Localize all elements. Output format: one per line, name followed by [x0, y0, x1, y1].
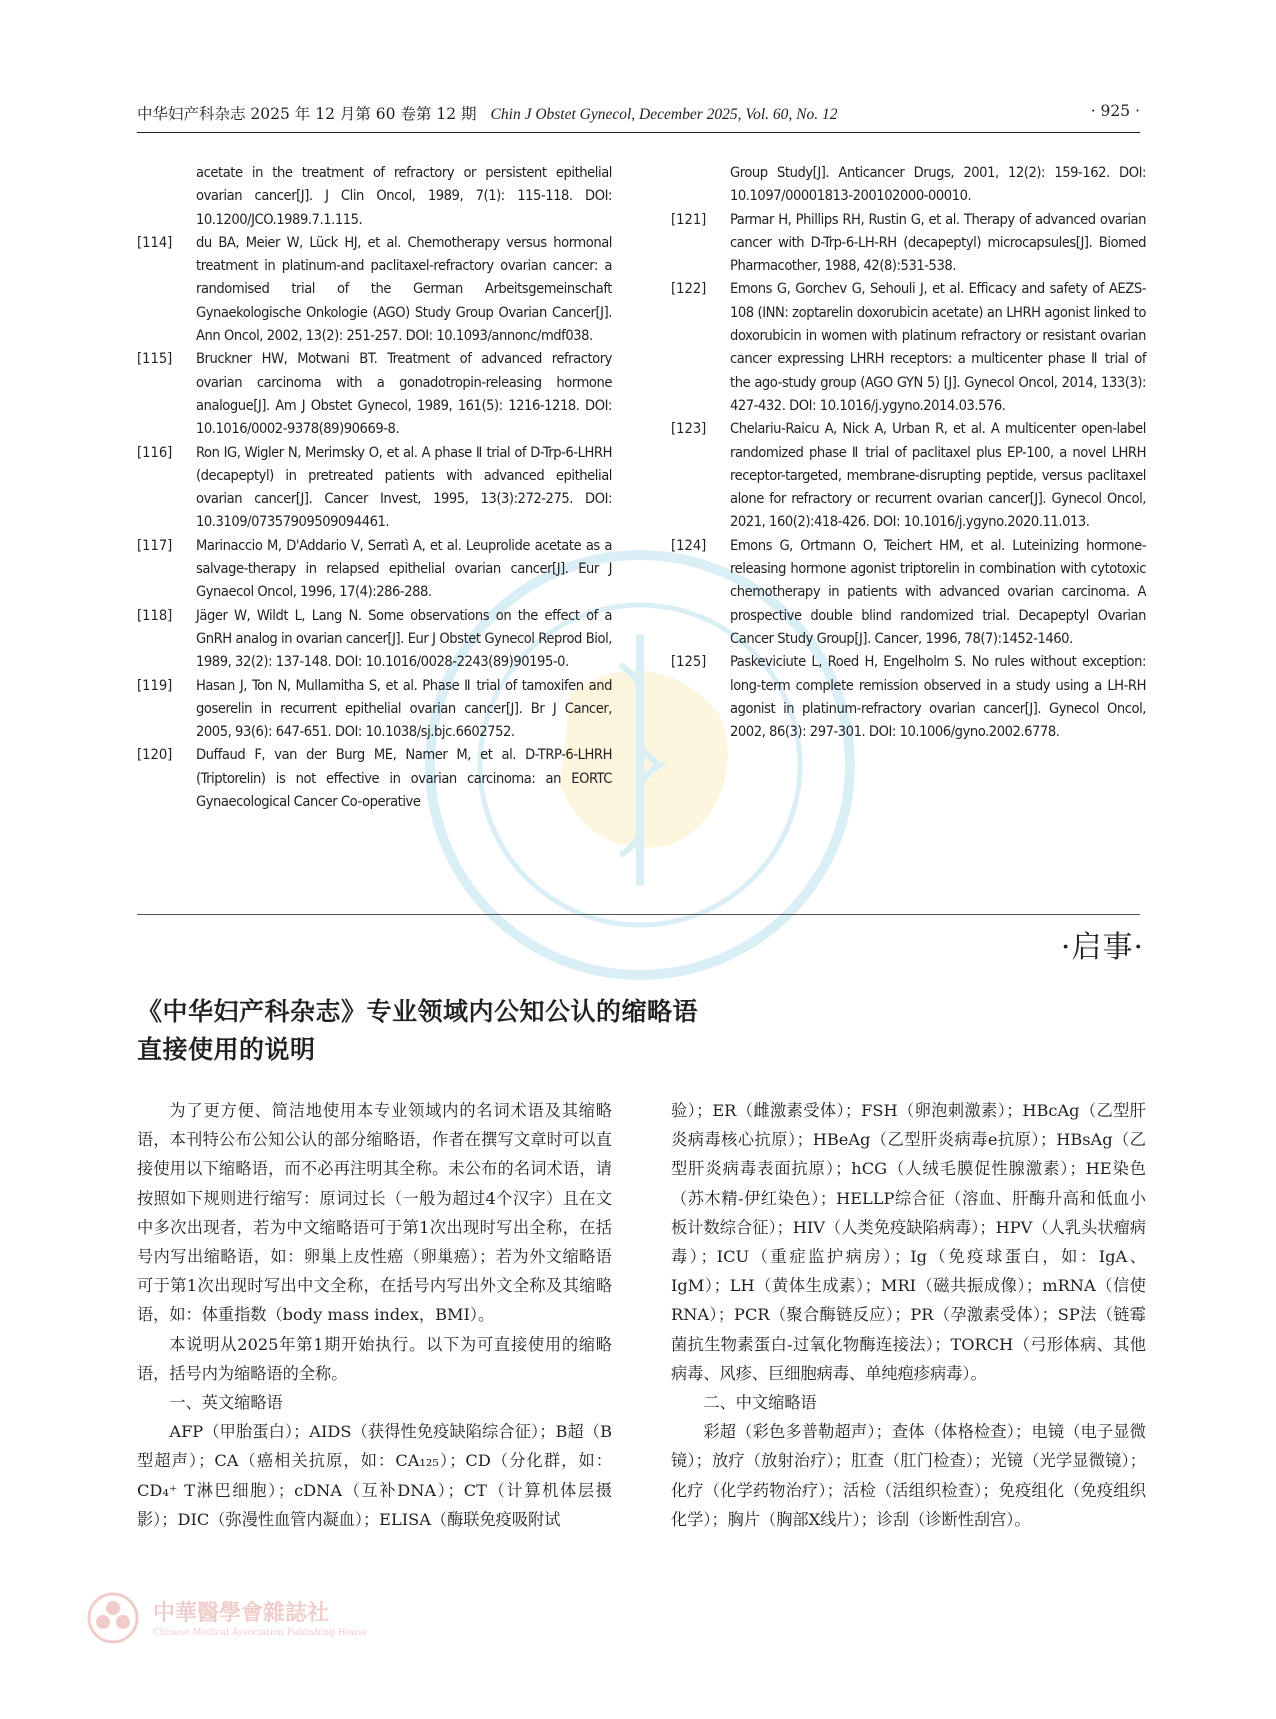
notice-label: ·启事· [1060, 930, 1144, 965]
reference-item: [117] Marinaccio M, D'Addario V, Serratì A, et al. Leuprolide acetate as a salvage-therapy in relapsed epithelial ovarian cancer[J]. Eur J Gynaecol Oncol, 1996, 17(4):286-288. [137, 536, 612, 601]
reference-item: [120] Duffaud F, van der Burg ME, Namer M, et al. D-TRP-6-LHRH (Triptorelin) is not effective in ovarian carcinoma: an EORTC Gynaecological Cancer Co-operative [137, 746, 612, 811]
announcement-title-line2: 直接使用的说明 [137, 1035, 316, 1064]
body-paragraph: 验）；ER（雌激素受体）；FSH（卵泡刺激素）；HBcAg（乙型肝炎病毒核心抗原）；HBeAg（乙型肝炎病毒e抗原）；HBsAg（乙型肝炎病毒表面抗原）；hCG（人绒毛膜促性腺激素）；HE染色（苏木精-伊红染色）；HELLP综合征（溶血、肝酶升高和低血小板计数综合征）；HIV（人类免疫缺陷病毒）；HPV（人乳头状瘤病毒）；ICU（重症监护病房）；Ig（免疫球蛋白，如：IgA、IgM）；LH（黄体生成素）；MRI（磁共振成像）；mRNA（信使RNA）；PCR（聚合酶链反应）；PR（孕激素受体）；SP法（链霉菌抗生物素蛋白-过氧化物酶连接法）；TORCH（弓形体病、其他病毒、风疹、巨细胞病毒、单纯疱疹病毒）。 [671, 1101, 1146, 1383]
announcement-title [137, 993, 1037, 1069]
header-rule [137, 132, 1140, 133]
references-left-column [137, 161, 612, 813]
reference-item: acetate in the treatment of refractory or persistent epithelial ovarian cancer[J]. J Clin Oncol, 1989, 7(1): 115-118. DOI: 10.1200/JCO.1989.7.1.115. [196, 164, 612, 228]
running-header [137, 102, 1140, 124]
body-paragraph: 为了更方便、简洁地使用本专业领域内的名词术语及其缩略语，本刊特公布公知公认的部分缩略语，作者在撰写文章时可以直接使用以下缩略语，而不必再注明其全称。未公布的名词术语，请按照如下规则进行缩写：原词过长（一般为超过4个汉字）且在文中多次出现者，若为中文缩略语可于第1次出现时写出全称，在括号内写出缩略语，如：卵巢上皮性癌（卵巢癌）；若为外文缩略语可于第1次出现时写出中文全称，在括号内写出外文全称及其缩略语，如：体重指数（body mass index，BMI）。 [137, 1101, 612, 1325]
publisher-logo-icon [85, 1590, 141, 1646]
reference-item: [116] Ron IG, Wigler N, Merimsky O, et al. A phase Ⅱ trial of D-Trp-6-LHRH (decapeptyl) in pretreated patients with advanced epithelial ovarian cancer[J]. Cancer Invest, 1995, 13(3):272-275. DOI: 10.3109/07357909509094461. [137, 443, 612, 531]
publisher-watermark [85, 1590, 565, 1650]
reference-item: [122] Emons G, Gorchev G, Sehouli J, et al. Efficacy and safety of AEZS-108 (INN: zoptarelin doxorubicin acetate) an LHRH agonist linked to doxorubicin in women with platinum refractory or resistant ovarian cancer expressing LHRH receptors: a multicenter phase Ⅱ trial of the ago-study group (AGO GYN 5) [J]. Gynecol Oncol, 2014, 133(3): 427-432. DOI: 10.1016/j.ygyno.2014.03.576. [671, 280, 1146, 414]
reference-item: [114] du BA, Meier W, Lück HJ, et al. Chemotherapy versus hormonal treatment in platinum-and paclitaxel-refractory ovarian cancer: a randomised trial of the German Arbeitsgemeinschaft Gynaekologische Onkologie (AGO) Study Group Ovarian Cancer[J]. Ann Oncol, 2002, 13(2): 251-257. DOI: 10.1093/annonc/mdf038. [137, 233, 612, 345]
page-number: · 925 · [1090, 102, 1140, 120]
reference-item: [124] Emons G, Ortmann O, Teichert HM, et al. Luteinizing hormone-releasing hormone agonist triptorelin in combination with cytotoxic chemotherapy in patients with advanced ovarian carcinoma. A prospective double blind randomized trial. Decapeptyl Ovarian Cancer Study Group[J]. Cancer, 1996, 78(7):1452-1460. [671, 536, 1146, 647]
reference-item: [123] Chelariu-Raicu A, Nick A, Urban R, et al. A multicenter open-label randomized phase Ⅱ trial of paclitaxel plus EP-100, a novel LHRH receptor-targeted, membrane-disrupting peptide, versus paclitaxel alone for refractory or recurrent ovarian cancer[J]. Gynecol Oncol, 2021, 160(2):418-426. DOI: 10.1016/j.ygyno.2020.11.013. [671, 420, 1146, 531]
publisher-name-cn: 中華醫學會雜誌社 [153, 1600, 330, 1626]
body-paragraph: 本说明从2025年第1期开始执行。以下为可直接使用的缩略语，括号内为缩略语的全称。 [137, 1334, 612, 1383]
references-right-column [671, 161, 1146, 743]
journal-name-en: Chin J Obstet Gynecol, December 2025, Vol. 60, No. 12 [490, 106, 838, 123]
announcement-body-left [137, 1096, 612, 1534]
body-paragraph: AFP（甲胎蛋白）；AIDS（获得性免疫缺陷综合征）；B超（B型超声）；CA（癌相关抗原，如：CA₁₂₅）；CD（分化群，如：CD₄⁺ T淋巴细胞）；cDNA（互补DNA）；CT（计算机体层摄影）；DIC（弥漫性血管内凝血）；ELISA（酶联免疫吸附试 [137, 1422, 612, 1529]
reference-item: [125] Paskeviciute L, Roed H, Engelholm S. No rules without exception: long-term complete remission observed in a study using a LH-RH agonist in platinum-refractory ovarian cancer[J]. Gynecol Oncol, 2002, 86(3): 297-301. DOI: 10.1006/gyno.2002.6778. [671, 653, 1146, 741]
reference-item: [118] Jäger W, Wildt L, Lang N. Some observations on the effect of a GnRH analog in ovarian cancer[J]. Eur J Obstet Gynecol Reprod Biol, 1989, 32(2): 137-148. DOI: 10.1016/0028-2243(89)90195-0. [137, 606, 612, 671]
reference-item: [115] Bruckner HW, Motwani BT. Treatment of advanced refractory ovarian carcinoma with a gonadotropin-releasing hormone analogue[J]. Am J Obstet Gynecol, 1989, 161(5): 1216-1218. DOI: 10.1016/0002-9378(89)90669-8. [137, 350, 612, 438]
section-heading-english: 一、英文缩略语 [169, 1393, 283, 1413]
body-paragraph: 彩超（彩色多普勒超声）；查体（体格检查）；电镜（电子显微镜）；放疗（放射治疗）；肛查（肛门检查）；光镜（光学显微镜）；化疗（化学药物治疗）；活检（活组织检查）；免疫组化（免疫组织化学）；胸片（胸部X线片）；诊刮（诊断性刮宫）。 [671, 1422, 1146, 1529]
announcement-body-right [671, 1096, 1146, 1534]
journal-name-cn: 中华妇产科杂志 2025 年 12 月第 60 卷第 12 期 [137, 105, 477, 123]
reference-item: [119] Hasan J, Ton N, Mullamitha S, et al. Phase Ⅱ trial of tamoxifen and goserelin in recurrent epithelial ovarian cancer[J]. Br J Cancer, 2005, 93(6): 647-651. DOI: 10.1038/sj.bjc.6602752. [137, 676, 612, 741]
reference-item: Group Study[J]. Anticancer Drugs, 2001, 12(2): 159-162. DOI: 10.1097/00001813-200102000-00010. [730, 164, 1146, 205]
section-heading-chinese: 二、中文缩略语 [703, 1393, 817, 1413]
journal-citation [137, 102, 838, 124]
reference-item: [121] Parmar H, Phillips RH, Rustin G, et al. Therapy of advanced ovarian cancer with D-Trp-6-LH-RH (decapeptyl) microcapsules[J]. Biomed Pharmacother, 1988, 42(8):531-538. [671, 210, 1146, 275]
publisher-name-en: Chinese Medical Association Publishing House [153, 1628, 367, 1638]
announcement-title-line1: 《中华妇产科杂志》专业领域内公知公认的缩略语 [137, 997, 699, 1026]
section-divider [137, 914, 1140, 915]
